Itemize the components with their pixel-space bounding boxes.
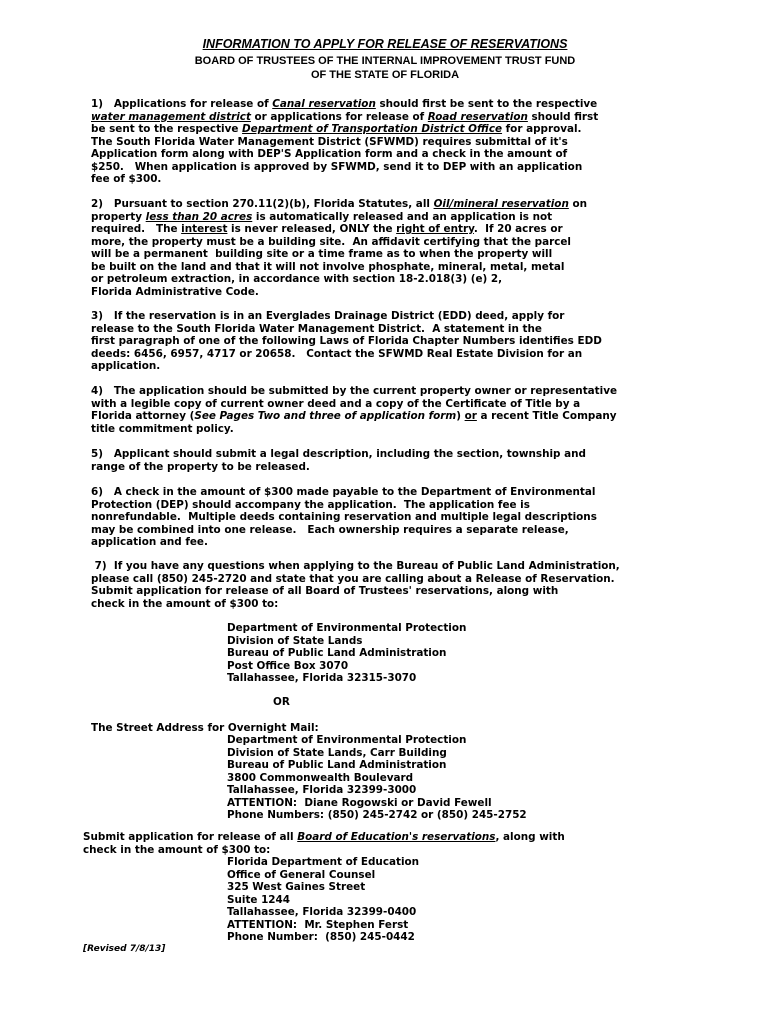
or-separator: OR <box>273 696 290 708</box>
education-paragraph: Submit application for release of all Board of Education's reservations, along with check in the amount of $300 to: <box>83 831 565 856</box>
revision-date: [Revised 7/8/13] <box>83 944 166 954</box>
overnight-mail-label: The Street Address for Overnight Mail: <box>91 722 319 734</box>
paragraph-4: 4) The application should be submitted by the current property owner or representative with a legible copy of current owner deed and a copy of the Certificate of Title by a Florida attorney (See Pages Two and three of application form) or a recent Title Company title commitment policy. <box>91 385 618 435</box>
paragraph-2: 2) Pursuant to section 270.11(2)(b), Florida Statutes, all Oil/mineral reservation on property less than 20 acres is automatically released and an application is not required. The interest is never released, ONLY the right of entry. If 20 acres or more, the property must be a building site. An affidavit certifying that the parcel will be a permanent building site or a time frame as to when the property will be built on the land and that it will not involve phosphate, mineral, metal, metal or petroleum extraction, in accordance with section 18-2.018(3) (e) 2, Florida Administrative Code. <box>91 198 587 298</box>
paragraph-7: 7) If you have any questions when applying to the Bureau of Public Land Administration, please call (850) 245-2720 and state that you are calling about a Release of Reservation. Submit application for release of all Board of Trustees' reservations, along with check in the amount of $300 to: <box>91 560 620 610</box>
paragraph-6: 6) A check in the amount of $300 made payable to the Department of Environmental Protection (DEP) should accompany the application. The application fee is nonrefundable. Multiple deeds containing reservation and multiple legal descriptions may be combined into one release. Each ownership requires a separate release, application and fee. <box>91 486 597 548</box>
mailing-address: Department of Environmental Protection Division of State Lands Bureau of Public Land Administration Post Office Box 3070 Tallahassee, Florida 32315-3070 <box>227 622 467 684</box>
paragraph-1: 1) Applications for release of Canal reservation should first be sent to the respective water management district or applications for release of Road reservation should first be sent to the respective Department of Transportation District Office for approval. The South Florida Water Management District (SFWMD) requires submittal of it's Application form along with DEP'S Application form and a check in the amount of $250. When application is approved by SFWMD, send it to DEP with an application fee of $300. <box>91 98 599 185</box>
overnight-address: Department of Environmental Protection Division of State Lands, Carr Building Bureau of Public Land Administration 3800 Commonwealth Boulevard Tallahassee, Florida 32399-3000 ATTENTION: Diane Rogowski or David Fewell Phone Numbers: (850) 245-2742 or (850) 245-2752 <box>227 734 527 821</box>
board-name-line-1: BOARD OF TRUSTEES OF THE INTERNAL IMPROVEMENT TRUST FUND <box>194 55 576 67</box>
document-title: INFORMATION TO APPLY FOR RELEASE OF RESERVATIONS <box>202 37 568 51</box>
paragraph-3: 3) If the reservation is in an Everglades Drainage District (EDD) deed, apply for release to the South Florida Water Management District. A statement in the first paragraph of one of the following Laws of Florida Chapter Numbers identifies EDD deeds: 6456, 6957, 4717 or 20658. Contact the SFWMD Real Estate Division for an application. <box>91 310 602 372</box>
education-address: Florida Department of Education Office of General Counsel 325 West Gaines Street Suite 1244 Tallahassee, Florida 32399-0400 ATTENTION: Mr. Stephen Ferst Phone Number: (850) 245-0442 <box>227 856 420 943</box>
board-name-line-2: OF THE STATE OF FLORIDA <box>310 69 460 81</box>
paragraph-5: 5) Applicant should submit a legal description, including the section, township and range of the property to be released. <box>91 448 586 473</box>
